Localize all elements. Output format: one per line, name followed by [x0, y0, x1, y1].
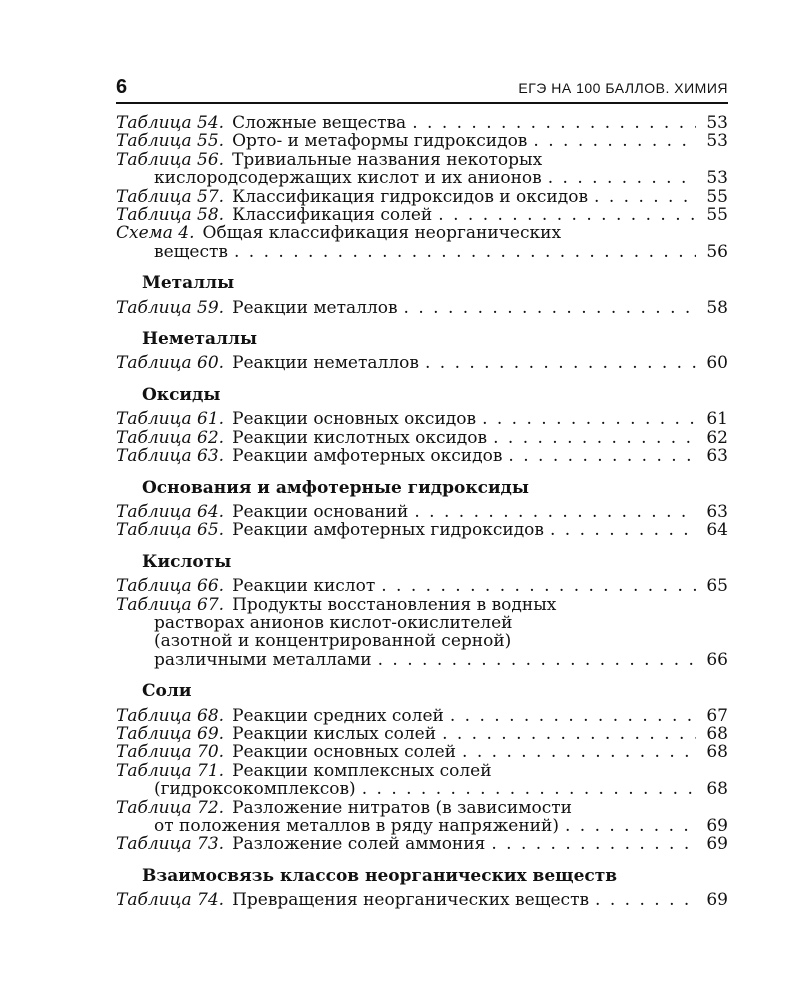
toc-entry-page: 63 [706, 446, 728, 467]
toc-entry-label: Таблица 54. [116, 113, 225, 133]
dot-leader [482, 410, 696, 428]
dot-leader [362, 780, 696, 798]
toc-entry [116, 762, 728, 780]
toc-entry-title: Общая классификация неорганических [202, 223, 562, 244]
section-heading-metals: Металлы [142, 273, 235, 294]
section-heading-salts: Соли [142, 681, 192, 702]
toc-entry-continuation [116, 651, 728, 669]
dot-leader [414, 503, 696, 521]
toc-entry-label: Таблица 73. [116, 834, 225, 855]
toc-entry [116, 891, 728, 909]
dot-leader [491, 835, 696, 853]
toc-entry-title-cont: веществ [154, 241, 228, 262]
toc-entry-title: Разложение солей аммония [232, 834, 486, 855]
toc-entry [116, 835, 728, 853]
toc-entry [116, 151, 728, 169]
toc-entry [116, 596, 728, 614]
toc-entry-label: Таблица 72. [116, 797, 225, 818]
toc-entry-page: 56 [706, 241, 728, 262]
toc-entry-label: Таблица 61. [116, 409, 225, 430]
toc-entry-continuation [116, 632, 728, 650]
toc-entry-page: 64 [706, 520, 728, 541]
running-title: ЕГЭ НА 100 БАЛЛОВ. ХИМИЯ [518, 80, 728, 96]
dot-leader [381, 577, 696, 595]
toc-entry-title: Реакции амфотерных гидроксидов [232, 520, 544, 541]
toc-entry-title: Классификация гидроксидов и оксидов [232, 186, 589, 207]
toc-entry-title-cont: (азотной и концентрированной серной) [154, 631, 512, 652]
section-heading-relations: Взаимосвязь классов неорганических веществ [142, 865, 618, 886]
toc-entry [116, 503, 728, 521]
section-heading-nonmetals: Неметаллы [142, 329, 258, 350]
toc-entry [116, 354, 728, 372]
toc-entry [116, 577, 728, 595]
toc-entry-page: 68 [706, 723, 728, 744]
page-header [116, 74, 728, 104]
toc-entry-label: Таблица 57. [116, 186, 225, 207]
toc-entry-label: Таблица 55. [116, 131, 225, 152]
toc-entry [116, 114, 728, 132]
toc-entry [116, 132, 728, 150]
dot-leader [595, 891, 696, 909]
table-of-contents [116, 114, 728, 910]
dot-leader [548, 169, 696, 187]
toc-entry-title: Разложение нитратов (в зависимости [232, 797, 572, 818]
section-heading-bases: Основания и амфотерные гидроксиды [142, 477, 529, 498]
toc-entry [116, 206, 728, 224]
toc-entry-page: 68 [706, 779, 728, 800]
toc-entry [116, 447, 728, 465]
toc-entry-label: Таблица 69. [116, 723, 225, 744]
toc-entry-page: 62 [706, 427, 728, 448]
toc-entry-label: Таблица 56. [116, 149, 225, 170]
toc-entry-title-cont: растворах анионов кислот-окислителей [154, 612, 513, 633]
toc-entry [116, 188, 728, 206]
toc-entry-title: Превращения неорганических веществ [232, 890, 590, 911]
toc-entry-page: 66 [706, 649, 728, 670]
toc-entry [116, 743, 728, 761]
toc-entry-page: 58 [706, 297, 728, 318]
dot-leader [442, 725, 696, 743]
toc-entry-page: 69 [706, 890, 728, 911]
toc-entry-page: 69 [706, 816, 728, 836]
toc-entry-title: Реакции кислых солей [232, 723, 437, 744]
toc-entry [116, 299, 728, 317]
dot-leader [412, 114, 696, 132]
toc-entry-title: Классификация солей [232, 205, 433, 226]
toc-entry-continuation [116, 614, 728, 632]
toc-entry-page: 55 [706, 205, 728, 226]
toc-entry-label: Таблица 63. [116, 446, 225, 467]
toc-entry-page: 61 [706, 409, 728, 430]
toc-entry-label: Схема 4. [116, 223, 195, 244]
dot-leader [378, 651, 696, 669]
toc-entry-label: Таблица 58. [116, 205, 225, 226]
toc-entry-title-cont: кислородсодержащих кислот и их анионов [154, 168, 542, 189]
toc-entry-label: Таблица 68. [116, 705, 225, 726]
dot-leader [438, 206, 696, 224]
toc-entry [116, 224, 728, 242]
toc-entry-label: Таблица 70. [116, 742, 225, 763]
toc-entry-title-cont: от положения металлов в ряду напряжений) [154, 816, 559, 836]
toc-entry-label: Таблица 60. [116, 353, 225, 374]
toc-entry-label: Таблица 66. [116, 576, 225, 597]
dot-leader [594, 188, 696, 206]
toc-entry-continuation [116, 243, 728, 261]
toc-entry-label: Таблица 74. [116, 890, 225, 911]
toc-entry-title: Реакции средних солей [232, 705, 444, 726]
toc-entry-page: 65 [706, 576, 728, 597]
toc-entry [116, 725, 728, 743]
toc-entry-title: Реакции металлов [232, 297, 398, 318]
toc-entry-title: Сложные вещества [232, 113, 407, 133]
page-number: 6 [116, 76, 128, 98]
toc-entry-continuation [116, 169, 728, 187]
toc-entry-label: Таблица 67. [116, 594, 225, 615]
toc-entry-title: Продукты восстановления в водных [232, 594, 557, 615]
dot-leader [462, 743, 696, 761]
toc-entry-page: 68 [706, 742, 728, 763]
toc-entry-page: 53 [706, 113, 728, 133]
toc-entry-label: Таблица 71. [116, 760, 225, 781]
toc-entry-page: 53 [706, 131, 728, 152]
toc-entry-title: Реакции кислотных оксидов [232, 427, 488, 448]
toc-entry-page: 55 [706, 186, 728, 207]
dot-leader [493, 429, 696, 447]
toc-entry-page: 60 [706, 353, 728, 374]
toc-entry-title-cont: (гидроксокомплексов) [154, 779, 356, 800]
dot-leader [234, 243, 696, 261]
toc-entry-title-cont: различными металлами [154, 649, 372, 670]
toc-entry [116, 707, 728, 725]
dot-leader [533, 132, 696, 150]
toc-entry [116, 799, 728, 817]
dot-leader [565, 817, 696, 835]
dot-leader [425, 354, 696, 372]
toc-entry-title: Реакции комплексных солей [232, 760, 492, 781]
toc-entry [116, 429, 728, 447]
section-heading-oxides: Оксиды [142, 384, 221, 405]
section-heading-acids: Кислоты [142, 551, 232, 572]
toc-entry-page: 53 [706, 168, 728, 189]
toc-entry-label: Таблица 65. [116, 520, 225, 541]
toc-entry-continuation [116, 817, 728, 835]
toc-entry-label: Таблица 62. [116, 427, 225, 448]
toc-entry-label: Таблица 59. [116, 297, 225, 318]
dot-leader [508, 447, 696, 465]
toc-entry-label: Таблица 64. [116, 501, 225, 522]
dot-leader [450, 707, 696, 725]
toc-entry-title: Реакции оснований [232, 501, 409, 522]
toc-entry [116, 410, 728, 428]
toc-entry-page: 67 [706, 705, 728, 726]
toc-entry-title: Реакции основных оксидов [232, 409, 477, 430]
toc-entry-page: 69 [706, 834, 728, 855]
toc-entry-title: Реакции кислот [232, 576, 376, 597]
toc-entry-title: Реакции основных солей [232, 742, 457, 763]
toc-entry-title: Реакции неметаллов [232, 353, 419, 374]
toc-entry-continuation [116, 780, 728, 798]
toc-entry-title: Орто- и метаформы гидроксидов [232, 131, 528, 152]
toc-entry [116, 521, 728, 539]
toc-entry-title: Реакции амфотерных оксидов [232, 446, 503, 467]
dot-leader [404, 299, 696, 317]
toc-entry-title: Тривиальные названия некоторых [232, 149, 543, 170]
dot-leader [550, 521, 696, 539]
toc-entry-page: 63 [706, 501, 728, 522]
